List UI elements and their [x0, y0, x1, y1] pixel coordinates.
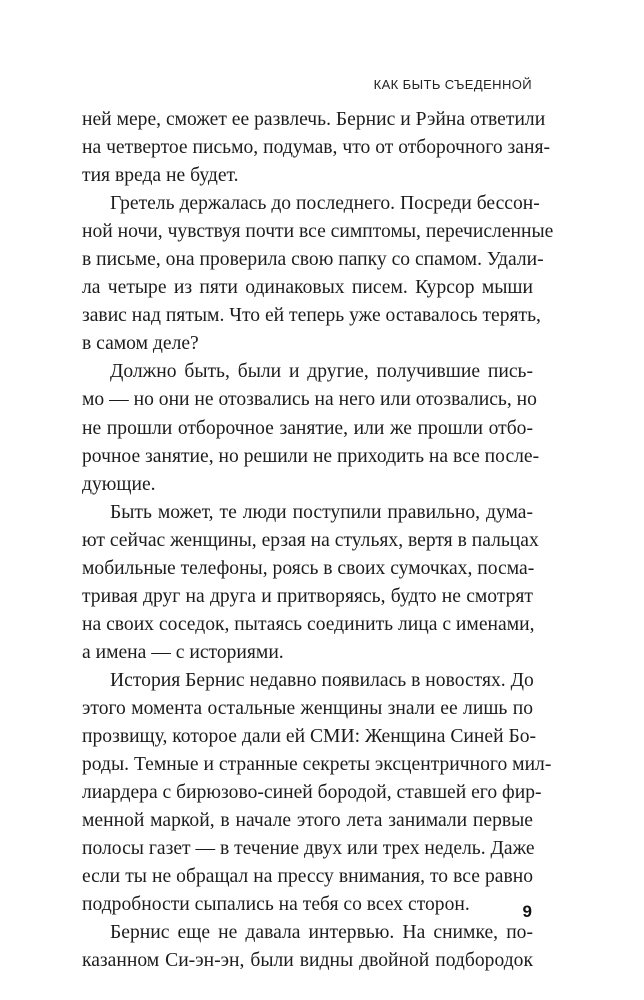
- text-line: этого момента остальные женщины знали ее лишь по: [82, 697, 533, 719]
- body-text: [82, 106, 554, 975]
- text-line: на четвертое письмо, подумав, что от отборочного заня-: [82, 137, 550, 159]
- text-line: прозвищу, которое дали ей СМИ: Женщина Синей Бо-: [82, 726, 537, 748]
- text-line: Быть может, те люди поступили правильно, дума-: [110, 501, 533, 523]
- text-line: тривая друг на друга и притворяясь, будто не смотрят: [82, 585, 533, 607]
- text-line: в самом деле?: [82, 333, 199, 355]
- text-line: казанном Си-эн-эн, были видны двойной подбородок: [82, 950, 533, 972]
- text-line: если ты не обращал на прессу внимания, то все равно: [82, 866, 533, 888]
- text-line: лиардера с бирюзово-синей бородой, ставшей его фир-: [82, 782, 542, 804]
- text-line: менной маркой, в начале этого лета занимали первые: [82, 810, 533, 832]
- text-line: роды. Темные и странные секреты эксцентричного мил-: [82, 754, 552, 776]
- text-line: рочное занятие, но решили не приходить на все после-: [82, 445, 540, 467]
- text-line: ла четыре из пяти одинаковых писем. Курсор мыши: [82, 277, 533, 299]
- text-line: ют сейчас женщины, ерзая на стульях, вертя в пальцах: [82, 529, 539, 551]
- text-line: полосы газет — в течение двух или трех недель. Даже: [82, 838, 535, 860]
- text-line: на своих соседок, пытаясь соединить лица с именами,: [82, 613, 535, 635]
- text-line: не прошли отборочное занятие, или же прошли отбо-: [82, 417, 533, 439]
- text-line: ной ночи, чувствуя почти все симптомы, перечисленные: [82, 221, 554, 243]
- text-line: Бернис еще не давала интервью. На снимке, по-: [110, 922, 533, 944]
- text-line: Гретель держалась до последнего. Посреди бессон-: [110, 193, 540, 215]
- text-line: ней мере, сможет ее развлечь. Бернис и Рэйна ответили: [82, 109, 546, 130]
- text-line: завис над пятым. Что ей теперь уже оставалось терять,: [82, 305, 541, 327]
- text-line: а имена — с историями.: [82, 641, 284, 663]
- text-line: дующие.: [82, 473, 156, 495]
- text-line: История Бернис недавно появилась в новостях. До: [110, 669, 534, 691]
- text-line: в письме, она проверила свою папку со спамом. Удали-: [82, 249, 544, 271]
- text-line: мобильные телефоны, роясь в своих сумочках, посма-: [82, 557, 535, 579]
- page-number: 9: [522, 902, 532, 921]
- text-line: Должно быть, были и другие, получившие пись-: [110, 361, 533, 383]
- text-line: подробности сыпались на тебя со всех сторон.: [82, 894, 470, 916]
- text-line: мо — но они не отозвались на него или отозвались, но: [82, 389, 537, 411]
- text-line: тия вреда не будет.: [82, 165, 239, 187]
- running-header: КАК БЫТЬ СЪЕДЕННОЙ: [373, 77, 532, 92]
